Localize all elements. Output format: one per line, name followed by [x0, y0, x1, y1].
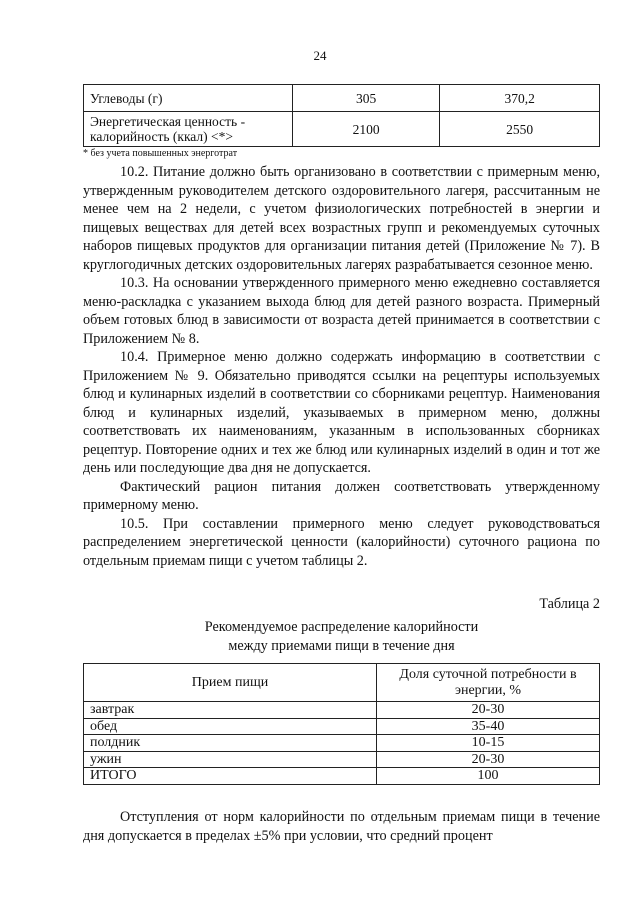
page-number: 24: [313, 48, 327, 63]
meal-cell: завтрак: [84, 702, 377, 719]
table-row: [84, 702, 600, 719]
column-header-share: Доля суточной потребности в энергии, %: [377, 664, 600, 702]
table-row: [84, 85, 600, 112]
table-row: [84, 718, 600, 735]
share-cell: 20-30: [377, 751, 600, 768]
calorie-distribution-table: [83, 663, 600, 785]
body-text: [83, 163, 600, 570]
row-label: Энергетическая ценность - калорийность (ккал) <*>: [84, 112, 293, 147]
share-cell: 10-15: [377, 735, 600, 752]
footnote: * без учета повышенных энерготрат: [83, 148, 238, 159]
caption-line: Рекомендуемое распределение калорийности: [204, 619, 479, 635]
table-row: [84, 751, 600, 768]
meal-cell: ужин: [84, 751, 377, 768]
nutrition-table: [83, 84, 600, 147]
paragraph: 10.5. При составлении примерного меню следует руководствоваться распределением энергетической ценности (калорийности) суточного рациона по отдельным приемам пищи с учетом таблицы 2.: [83, 515, 600, 569]
meal-cell: ИТОГО: [84, 768, 377, 785]
meal-cell: полдник: [84, 735, 377, 752]
table-label: Таблица 2: [539, 596, 600, 612]
share-cell: 35-40: [377, 718, 600, 735]
column-header-meal: Прием пищи: [84, 664, 377, 702]
table-row: [84, 768, 600, 785]
caption-line: между приемами пищи в течение дня: [228, 638, 455, 654]
row-label: Углеводы (г): [84, 85, 293, 112]
meal-cell: обед: [84, 718, 377, 735]
paragraph: 10.4. Примерное меню должно содержать информацию в соответствии с Приложением № 9. Обязательно приводятся ссылки на рецептуры используемых блюд и кулинарных изделий в соответствии со сборниками рецептур. Наименования блюд и кулинарных изделий, указываемых в примерном меню, должны соответствовать их наименованиям, указанным в использованных сборниках рецептур. Повторение одних и тех же блюд или кулинарных изделий в один и тот же день или последующие два дня не допускается.: [83, 349, 600, 476]
paragraph: 10.2. Питание должно быть организовано в соответствии с примерным меню, утвержденным руководителем детского оздоровительного лагеря, рассчитанным не менее чем на 2 недели, с учетом физиологических потребностей в энергии и пищевых веществах для детей всех возрастных групп и рекомендуемых суточных наборов пищевых продуктов для организации питания детей (Приложение № 7). В круглогодичных детских оздоровительных лагерях разрабатывается сезонное меню.: [83, 164, 600, 273]
value-cell: 2550: [440, 112, 600, 147]
closing-text: [83, 808, 600, 846]
paragraph: Фактический рацион питания должен соответствовать утвержденному примерному меню.: [83, 478, 600, 513]
value-cell: 2100: [293, 112, 440, 147]
table-caption: [83, 618, 600, 656]
paragraph: Отступления от норм калорийности по отдельным приемам пищи в течение дня допускается в пределах ±5% при условии, что средний процент: [83, 809, 600, 844]
paragraph: 10.3. На основании утвержденного примерного меню ежедневно составляется меню-раскладка с указанием выхода блюд для детей разного возраста. Примерный объем готовых блюд в зависимости от возраста детей принимается в соответствии с Приложением № 8.: [83, 275, 600, 347]
table-row: [84, 735, 600, 752]
value-cell: 305: [293, 85, 440, 112]
value-cell: 370,2: [440, 85, 600, 112]
table-header-row: [84, 664, 600, 702]
share-cell: 20-30: [377, 702, 600, 719]
table-row: [84, 112, 600, 147]
share-cell: 100: [377, 768, 600, 785]
